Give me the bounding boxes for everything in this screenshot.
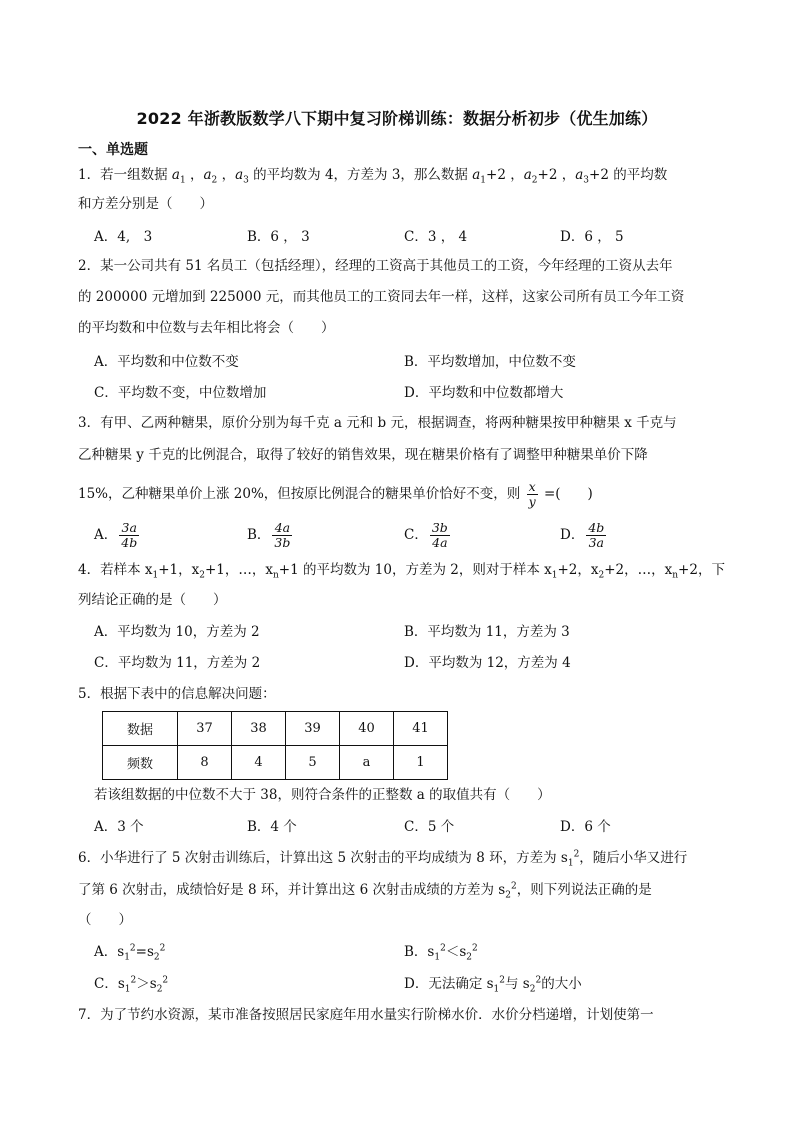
q2-option-c[interactable]: C．平均数不变，中位数增加 xyxy=(94,385,267,401)
q2-option-b[interactable]: B．平均数增加，中位数不变 xyxy=(404,354,576,370)
q2-line-2: 的 200000 元增加到 225000 元，而其他员工的工资同去年一样，这样，这家公司所有员工今年工资 xyxy=(78,289,685,305)
q1-line-2: 和方差分别是（ ） xyxy=(78,196,213,212)
q1-line-1: 1．若一组数据 $a_1$ ，$a_2$ ，$a_3$ 的平均数为 4，方差为 3，那么数据 $a_1+2$ ，$a_2+2$ ，$a_3+2$ 的平均数 xyxy=(78,167,668,186)
table-cell: 38 xyxy=(232,712,286,746)
q6-option-d[interactable]: D．无法确定 $s_1^2$与 $s_2^2$的大小 xyxy=(404,975,582,995)
q4-option-d[interactable]: D．平均数为 12，方差为 4 xyxy=(404,655,571,671)
q5-line-2: 若该组数据的中位数不大于 38，则符合条件的正整数 a 的取值共有（ ） xyxy=(94,787,551,803)
table-cell: 8 xyxy=(178,746,232,780)
table-cell: 37 xyxy=(178,712,232,746)
q3-line-2: 乙种糖果 y 千克的比例混合，取得了较好的销售效果，现在糖果价格有了调整甲种糖果单价下降 xyxy=(78,447,648,463)
table-cell: 4 xyxy=(232,746,286,780)
q7-line-1: 7．为了节约水资源，某市准备按照居民家庭年用水量实行阶梯水价．水价分档递增，计划使第一 xyxy=(78,1007,654,1023)
q2-line-1: 2．某一公司共有 51 名员工（包括经理），经理的工资高于其他员工的工资，今年经理的工资从去年 xyxy=(78,258,673,274)
table-cell: 数据 xyxy=(103,712,178,746)
q3-option-d[interactable]: D． $\frac{4b}{3a}$ xyxy=(560,520,605,550)
q6-option-c[interactable]: C．$s_1^2>s_2^2$ xyxy=(94,975,169,995)
frequency-table xyxy=(102,711,448,780)
q2-option-a[interactable]: A．平均数和中位数不变 xyxy=(94,354,239,370)
q1-option-a[interactable]: A．4, 3 xyxy=(94,229,153,245)
q6-line-1: 6．小华进行了 5 次射击训练后，计算出这 5 次射击的平均成绩为 8 环，方差为 $s_1^2$，随后小华又进行 xyxy=(78,849,688,869)
x-over-y-fraction: $\frac{x}{y}$ xyxy=(528,479,536,509)
q4-option-c[interactable]: C．平均数为 11，方差为 2 xyxy=(94,655,261,671)
q5-option-a[interactable]: A．3 个 xyxy=(94,819,144,835)
table-cell: 41 xyxy=(394,712,448,746)
q6-line-2: 了第 6 次射击，成绩恰好是 8 环，并计算出这 6 次射击成绩的方差为 $s_2^2$，则下列说法正确的是 xyxy=(78,881,652,901)
q3-option-b[interactable]: B． $\frac{4a}{3b}$ xyxy=(247,520,291,550)
q1-option-d[interactable]: D．6 ， 5 xyxy=(560,229,624,245)
q5-option-c[interactable]: C．5 个 xyxy=(404,819,455,835)
table-row xyxy=(103,746,448,780)
q6-option-a[interactable]: A．$s_1^2=s_2^2$ xyxy=(94,943,166,963)
page-title: 2022 年浙教版数学八下期中复习阶梯训练：数据分析初步（优生加练） xyxy=(136,109,658,128)
q1-option-b[interactable]: B．6 ， 3 xyxy=(247,229,310,245)
q2-option-d[interactable]: D．平均数和中位数都增大 xyxy=(404,385,564,401)
table-cell: 39 xyxy=(286,712,340,746)
q5-option-d[interactable]: D．6 个 xyxy=(560,819,611,835)
q2-line-3: 的平均数和中位数与去年相比将会（ ） xyxy=(78,320,335,336)
q4-line-2: 列结论正确的是（ ） xyxy=(78,592,227,608)
q4-line-1: 4．若样本 $x_1+1$，$x_2+1$，…，$x_n+1$ 的平均数为 10，方差为 2，则对于样本 $x_1+2$，$x_2+2$，…，$x_n+2$，下 xyxy=(78,562,725,581)
q1-option-c[interactable]: C．3 ， 4 xyxy=(404,229,468,245)
q5-line-1: 5．根据下表中的信息解决问题： xyxy=(78,686,276,702)
table-row xyxy=(103,712,448,746)
q3-option-c[interactable]: C． $\frac{3b}{4a}$ xyxy=(404,520,448,550)
table-cell: 1 xyxy=(394,746,448,780)
table-cell: 频数 xyxy=(103,746,178,780)
q4-option-b[interactable]: B．平均数为 11，方差为 3 xyxy=(404,624,570,640)
q3-option-a[interactable]: A． $\frac{3a}{4b}$ xyxy=(94,520,138,550)
q6-option-b[interactable]: B．$s_1^2<s_2^2$ xyxy=(404,943,478,963)
q3-line-1: 3．有甲、乙两种糖果，原价分别为每千克 a 元和 b 元，根据调查，将两种糖果按甲种糖果 x 千克与 xyxy=(78,415,677,431)
q5-option-b[interactable]: B．4 个 xyxy=(247,819,297,835)
table-cell: a xyxy=(340,746,394,780)
q4-option-a[interactable]: A．平均数为 10，方差为 2 xyxy=(94,624,260,640)
table-cell: 5 xyxy=(286,746,340,780)
section-heading: 一、单选题 xyxy=(78,142,148,158)
q6-line-3: （ ） xyxy=(78,912,132,928)
table-cell: 40 xyxy=(340,712,394,746)
q3-line-3: 15%，乙种糖果单价上涨 20%，但按原比例混合的糖果单价恰好不变，则 $\frac{x}{y}$ =( ) xyxy=(78,479,593,509)
